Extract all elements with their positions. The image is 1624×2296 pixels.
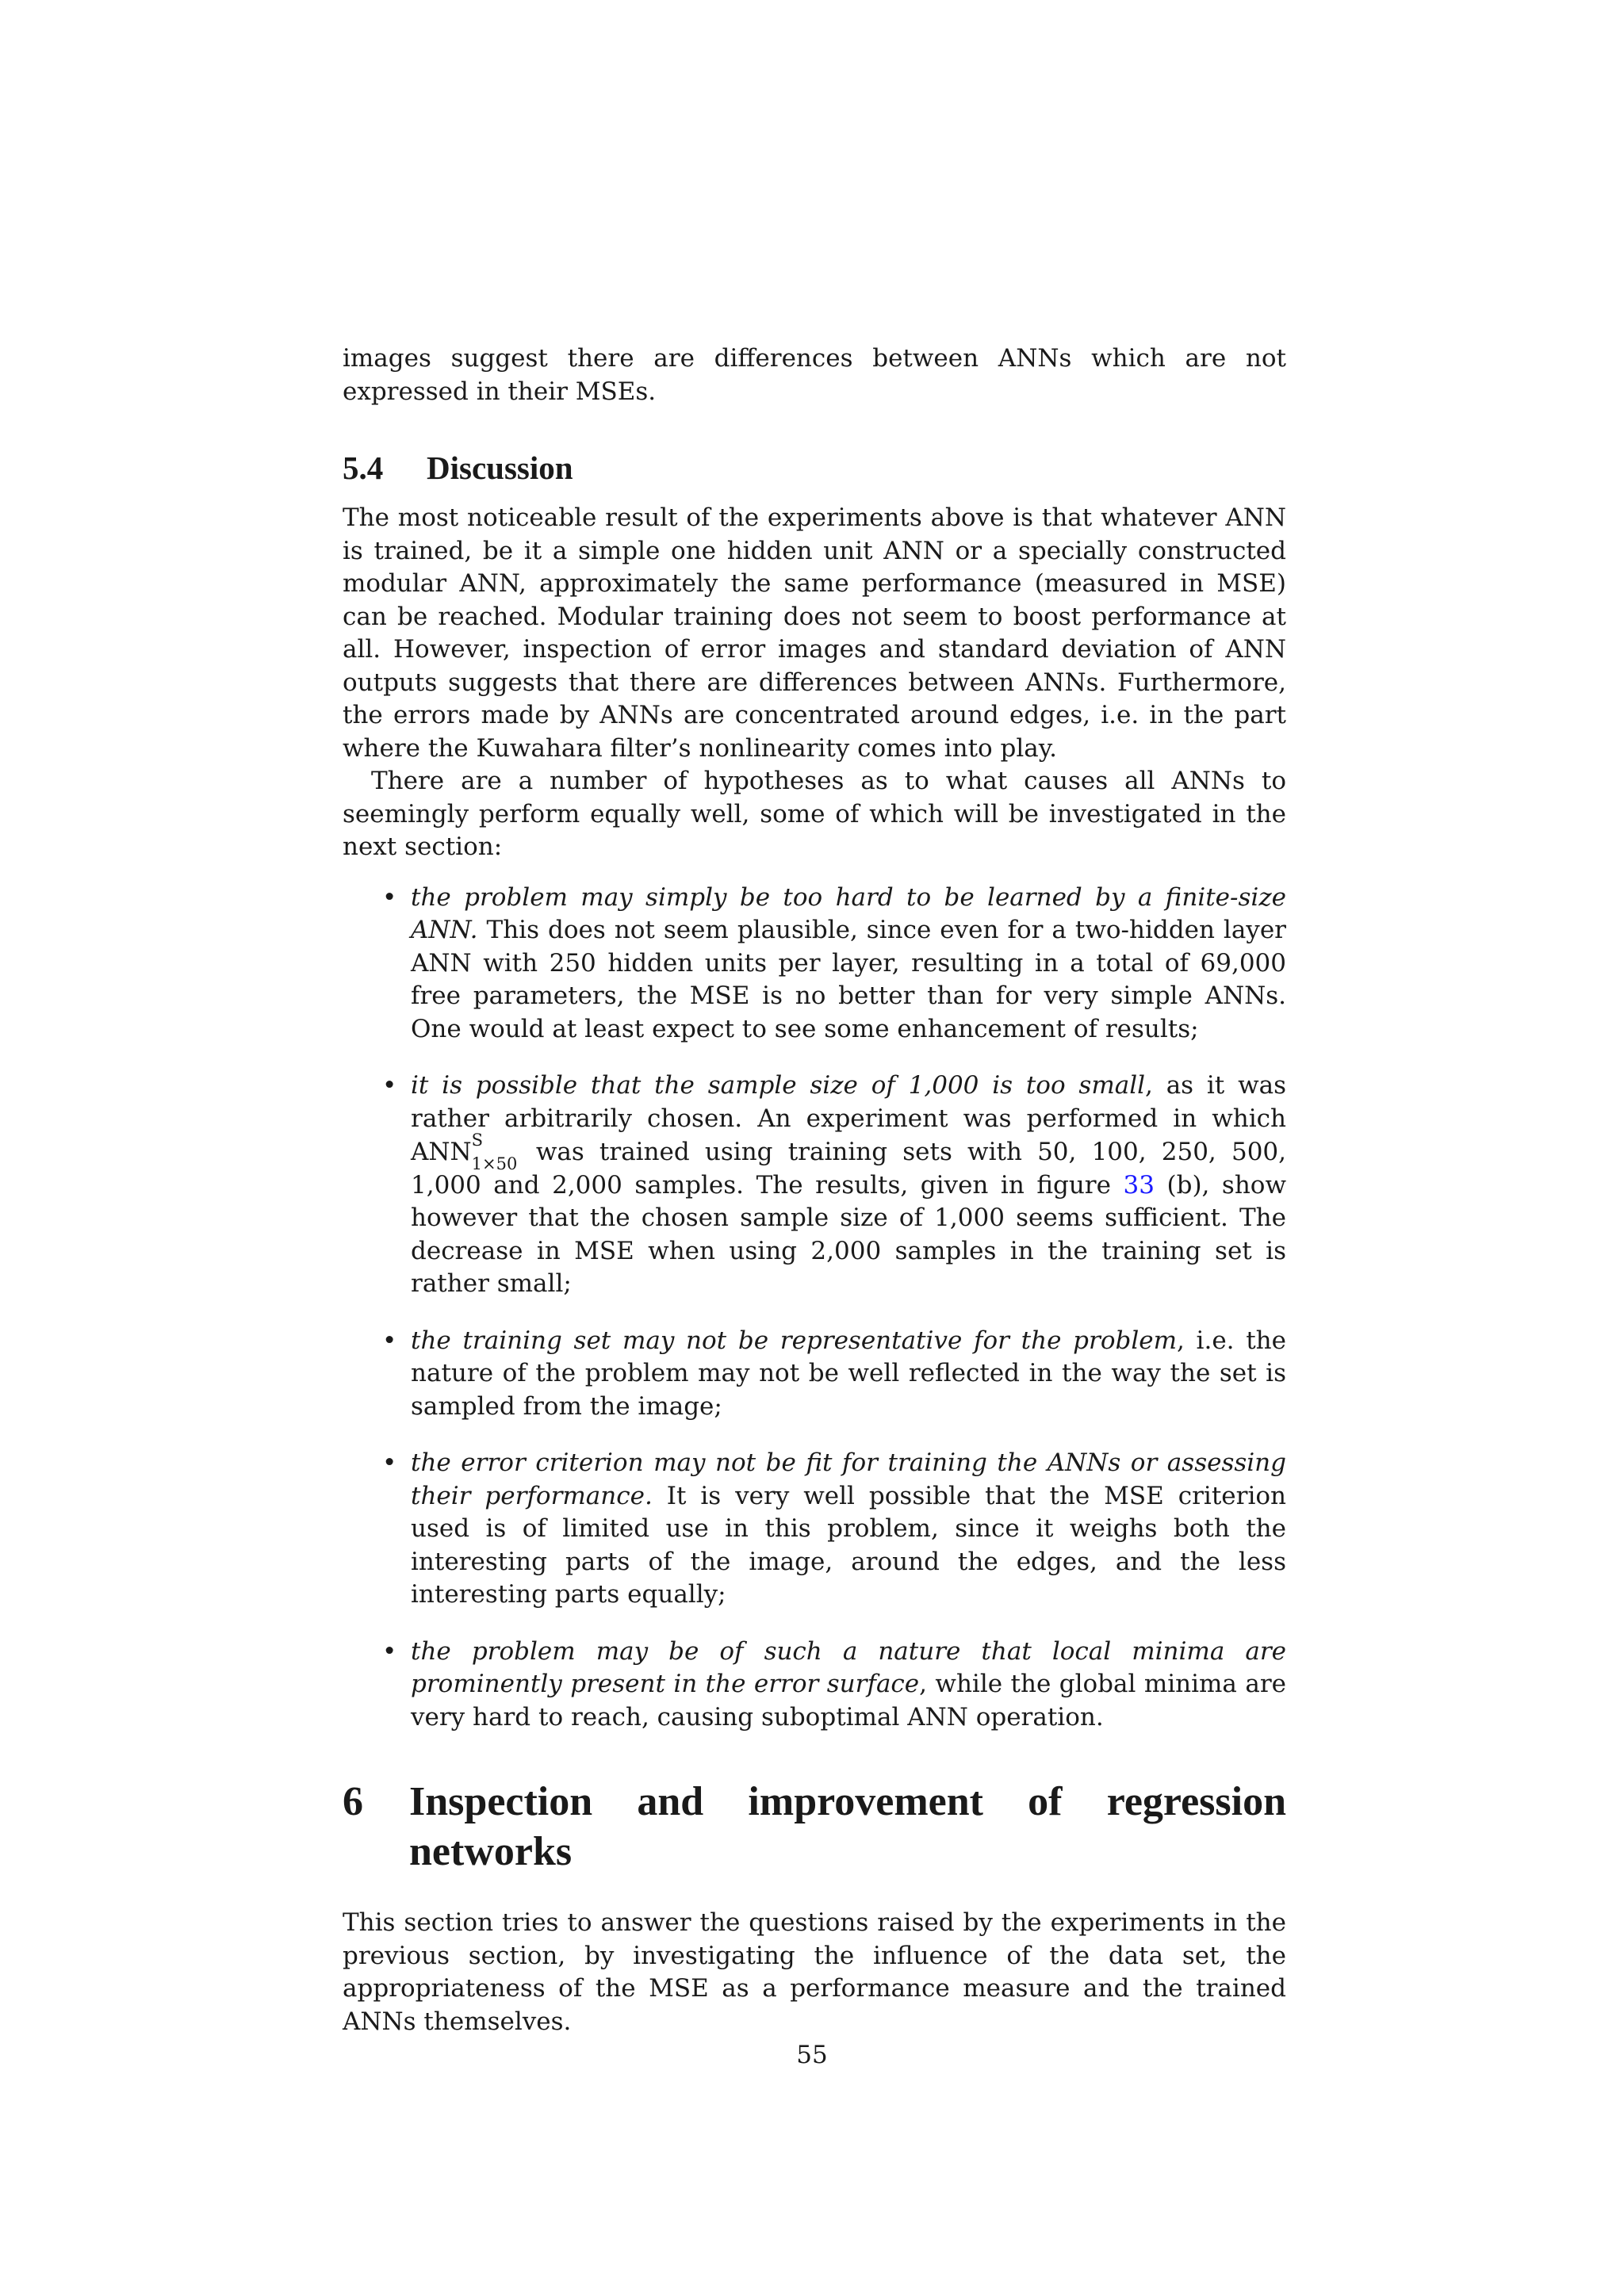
hypothesis-italic: it is possible that the sample size of 1,000 is too small [411,1071,1146,1100]
hypothesis-text: It is very well possible that the MSE criterion used is of limited use in this problem, since it weighs both the interesting parts of the image, around the edges, and the less interesting parts equally; [411,1481,1286,1609]
ann-superscript: S [471,1131,484,1150]
hypothesis-text: This does not seem plausible, since even for a two-hidden layer ANN with 250 hidden units per layer, resulting in a total of 69,000 free parameters, the MSE is no better than for very simple ANNs. One would at least expect to see some enhancement of results; [411,916,1286,1043]
bullet-icon: • [382,1071,397,1100]
list-item [343,1070,1286,1301]
list-item [343,1447,1286,1612]
hypothesis-text: , i.e. the nature of the problem may not be well reflected in the way the set is sampled from the image; [411,1326,1286,1421]
discussion-paragraph-2: There are a number of hypotheses as to what causes all ANNs to seemingly perform equally well, some of which will be investigated in the next section: [343,767,1286,861]
hypotheses-list [343,882,1286,1735]
bullet-icon: • [382,882,397,912]
discussion-paragraph-1: The most noticeable result of the experiments above is that whatever ANN is trained, be it a simple one hidden unit ANN or a specially constructed modular ANN, approximately the same performance (measured in MSE) can be reached. Modular training does not seem to boost performance at all. However, inspection of error images and standard deviation of ANN outputs suggests that there are differences between ANNs. Furthermore, the errors made by ANNs are concentrated around edges, i.e. in the part where the Kuwahara filter’s nonlinearity comes into play. [343,503,1286,763]
subsection-title: Discussion [427,450,573,486]
list-item [343,1636,1286,1735]
figure-link[interactable]: 33 [1123,1170,1155,1200]
ann-subscript-superscript [471,1131,521,1173]
hypothesis-text-cont: was trained using training sets with 50, 100, 250, 500, 1,000 and 2,000 samples. The results, given in figure [411,1138,1286,1200]
list-item [343,1325,1286,1424]
section-number: 6 [343,1779,363,1824]
hypothesis-italic: the training set may not be representative for the problem [411,1326,1177,1355]
ann-subscript: 1×50 [471,1154,518,1173]
section-title: Inspection and improvement of regression networks [409,1779,1286,1874]
section-intro-paragraph: This section tries to answer the questions raised by the experiments in the previous section, by investigating the influence of the data set, the appropriateness of the MSE as a performance measure and the trained ANNs themselves. [343,1908,1286,2036]
bullet-icon: • [382,1636,397,1666]
hypothesis-italic: the error criterion may not be fit for training the ANNs or assessing their performance. [411,1448,1286,1510]
section-heading [343,1777,1286,1877]
hypothesis-text: , while the global minima are very hard to reach, causing suboptimal ANN operation. [411,1670,1286,1732]
subsection-heading [343,448,1286,488]
hypothesis-italic: the problem may simply be too hard to be learned by a finite-size ANN. [411,882,1286,944]
subsection-number: 5.4 [343,450,384,486]
list-item [343,882,1286,1047]
page-number: 55 [796,2041,828,2069]
hypothesis-italic: the problem may be of such a nature that local minima are prominently present in the error surface [411,1636,1286,1698]
intro-paragraph: images suggest there are differences between ANNs which are not expressed in their MSEs. [343,344,1286,406]
bullet-icon: • [382,1326,397,1355]
bullet-icon: • [382,1448,397,1477]
hypothesis-text: , as it was rather arbitrarily chosen. An experiment was performed in which ANN [411,1071,1286,1166]
hypothesis-text-end: (b), show however that the chosen sample size of 1,000 seems sufficient. The decrease in MSE when using 2,000 samples in the training set is rather small; [411,1170,1286,1298]
main-text-column [343,342,1286,2038]
